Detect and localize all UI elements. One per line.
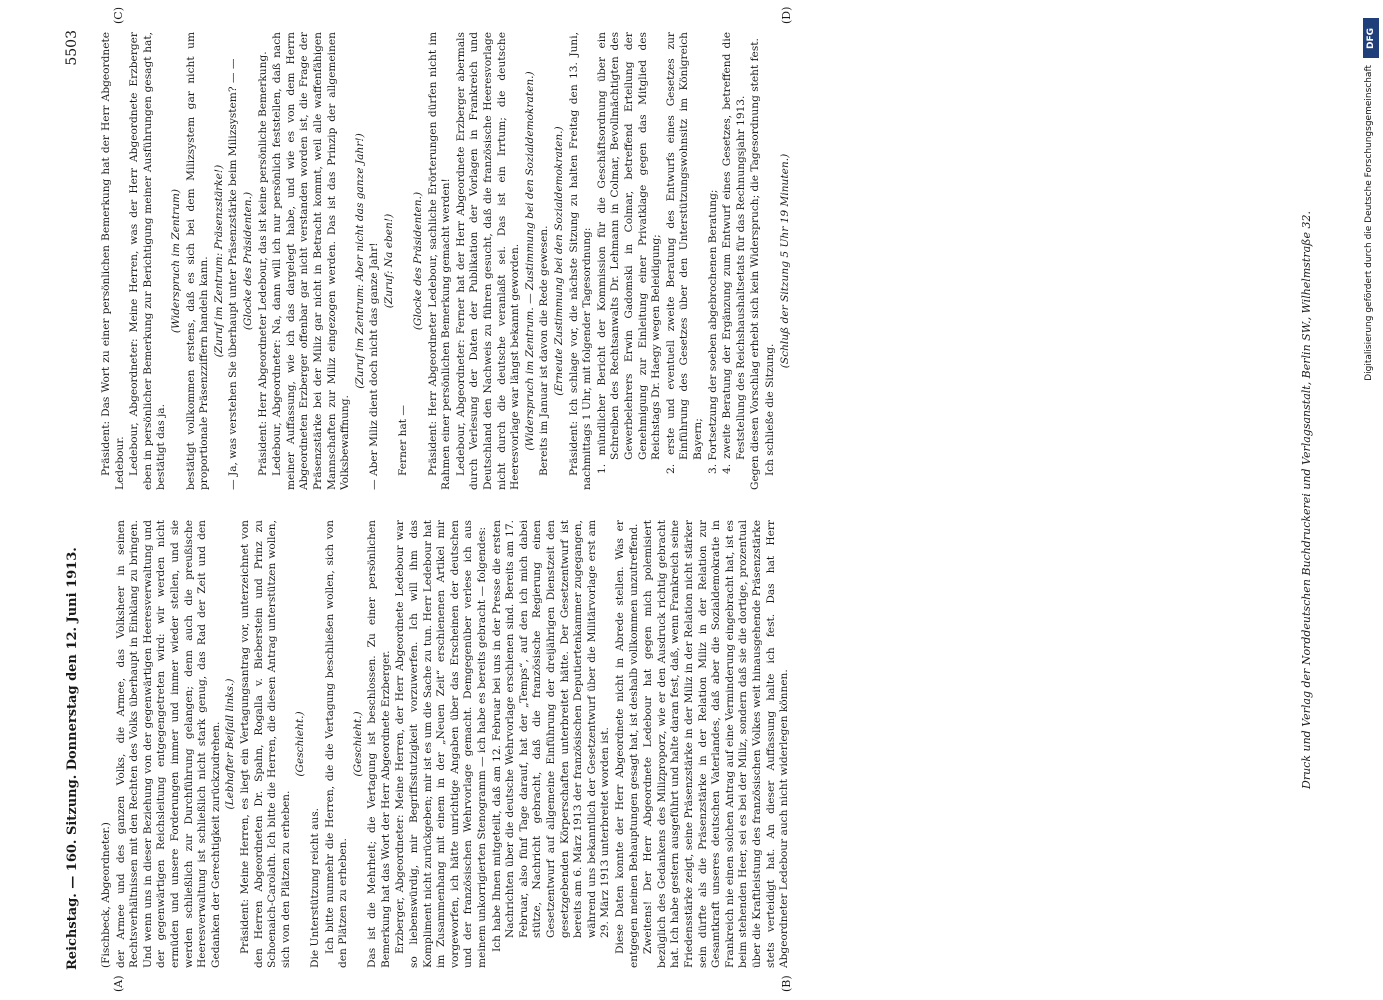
paragraph: (Zuruf im Zentrum: Aber nicht das ganze Jahr!) (353, 133, 366, 389)
document-page (60, 0, 1330, 1000)
paragraph: (Fischbeck, Abgeordneter.) (100, 822, 112, 968)
paragraph: Zweitens! Der Herr Abgeordnete Ledebour hat gegen mich polemisiert bezüglich des Gedankens des Milizproporz, wie er den Ausdruck richtig gebracht hat. Ich habe gestern ausgeführt und halte daran fest, daß, wenn Frankreich seine Friedensstärke zeigt, seine Präsenzstärke in der Miliz in der Relation nicht stärker sein dürfte als die Präsenzstärke in der Relation Miliz in der Relation zur Gesamtkraft unseres deutschen Vaterlandes, daß aber die Sozialdemokratie in Frankreich nie einen solchen Antrag auf eine Verminderung eingebracht hat, ist es beim stehenden Heer, sei es bei der Miliz, sondern daß sie die dortige, prozentual über die Kraftleistung des französischen Volkes weit hinausgehende Präsenzstärke stets verteidigt hat. An dieser Auffassung halte ich fest. Das hat Herr Abgeordneter Ledebour auch nicht widerlegen können. (642, 520, 791, 968)
paragraph: (Zuruf im Zentrum: Präsenzstärke!) (212, 164, 225, 358)
printer-footer: Druck und Verlag der Norddeutschen Buchdruckerei und Verlagsanstalt, Berlin SW., Wilhelmstraße 32. (1300, 211, 1313, 789)
page-header (66, 30, 86, 970)
paragraph: (Geschieht.) (351, 711, 364, 777)
paragraph: Ferner hat — (397, 405, 410, 476)
paragraph: bestätigt vollkommen erstens, daß es sich bei dem Milizsystem gar nicht um proportionale Präsenzziffern handeln kann. (184, 32, 211, 490)
digitization-credit: Digitalisierung gefördert durch die Deutsche Forschungsgemeinschaft (1364, 65, 1374, 381)
paragraph: Ledebour, Abgeordneter: Meine Herren, was der Herr Abgeordnete Erzberger eben in persönlicher Bemerkung zur Berichtigung meiner Ausführungen gesagt hat, bestätigt das ja. (128, 32, 168, 490)
paragraph: Ledebour, Abgeordneter: Ferner hat der Herr Abgeordnete Erzberger abermals durch Verlesung der Daten der Publikation der Vorlagen in Frankreich und Deutschland den Nachweis zu führen gesucht, daß die französische Heeresvorlage nicht durch die deutsche veranlaßt sei. Das ist ein Irrtum; die deutsche Heeresvorlage war längst bekannt geworden. (454, 32, 522, 490)
paragraph: Erzberger, Abgeordneter: Meine Herren, der Herr Abgeordnete Ledebour war so liebenswürdig, mir Begriffsstutzigkeit vorzuwerfen. Ich will ihm das Kompliment nicht zurückgeben; mir ist es um die Sache zu tun. Herr Ledebour hat im Zusammenhang mit einem in der „Neuen Zeit“ erschienenen Artikel mir vorgeworfen, ich hätte unrichtige Angaben über das Erscheinen der deutschen und der französischen Wehrvorlage gemacht. Demgegenüber verlese ich aus meinem unkorrigierten Stenogramm — ich habe es bereits gebracht — folgendes: (394, 520, 489, 968)
paragraph: (Widerspruch im Zentrum) (169, 188, 182, 334)
paragraph: — Aber Miliz dient doch nicht das ganze Jahr! (368, 242, 381, 490)
paragraph: Ich bitte nunmehr die Herren, die die Vertagung beschließen wollen, sich von den Plätzen zu erheben. (323, 520, 350, 968)
paragraph: Präsident: Herr Abgeordneter Ledebour, sachliche Erörterungen dürfen nicht im Rahmen einer persönlichen Bemerkung gemacht werden! (426, 32, 453, 490)
paragraph: 2. erste und eventuell zweite Beratung des Entwurfs eines Gesetzes zur Einführung des Gesetzes über den Unterstützungswohnsitz im Königreich Bayern; (664, 32, 704, 474)
margin-marker-d: (D) (780, 6, 793, 24)
right-text-column (100, 32, 1280, 490)
paragraph: (Schluß der Sitzung 5 Uhr 19 Minuten.) (778, 153, 791, 369)
paragraph: Präsident: Meine Herren, es liegt ein Vertagungsantrag vor, unterzeichnet von den Herren Abgeordneten Dr. Spahn, Rogalla v. Bieberstein und Prinz zu Schoenaich-Carolath. Ich bitte die Herren, die diesen Antrag unterstützen wollen, sich von den Plätzen zu erheben. (238, 520, 292, 968)
paragraph: — Ja, was verstehen Sie überhaupt unter Präsenzstärke beim Milizsystem? — — (227, 58, 240, 490)
paragraph: Diese Daten konnte der Herr Abgeordnete nicht in Abrede stellen. Was er entgegen meinen Behauptungen gesagt hat, ist deshalb vollkommen unzutreffend. (613, 520, 640, 968)
left-text-column (100, 520, 1280, 968)
paragraph: Das ist die Mehrheit; die Vertagung ist beschlossen. Zu einer persönlichen Bemerkung hat das Wort der Herr Abgeordnete Erzberger. (366, 520, 392, 968)
paragraph: Ich habe Ihnen mitgeteilt, daß am 12. Februar bei uns in der Presse die ersten Nachrichten über die deutsche Wehrvorlage erschienen sind. Bereits am 17. Februar, also fünf Tage darauf, hat der „Temps“, auf den ich mich dabei stütze, Nachricht gebracht, daß die französische Regierung einen Gesetzentwurf auf allgemeine Einführung der dreijährigen Dienstzeit den gesetzgebenden Körperschaften unterbreitet hätte. Der Gesetzentwurf ist bereits am 6. März 1913 der französischen Deputiertenkammer zugegangen, während uns bekanntlich der Gesetzentwurf über die Militärvorlage erst am 29. März 1913 unterbreitet worden ist. (490, 520, 612, 952)
paragraph: Gegen diesen Vorschlag erhebt sich kein Widerspruch; die Tagesordnung steht fest. (749, 38, 762, 490)
paragraph: Präsident: Ich schlage vor, die nächste Sitzung zu halten Freitag den 13. Juni, nachmittags 1 Uhr, mit folgender Tagesordnung: (567, 32, 594, 490)
paragraph: (Glocke des Präsidenten.) (241, 191, 254, 331)
margin-marker-a: (A) (112, 975, 125, 992)
margin-marker-b: (B) (780, 975, 793, 992)
paragraph: (Lebhafter Beifall links.) (224, 678, 237, 810)
dfg-logo: DFG (1363, 18, 1379, 58)
paragraph: Ledebour, Abgeordneter: Na, dann will ich nur persönlich feststellen, daß nach meiner Auffassung, wie ich das dargelegt habe, und wie es von dem Herrn Abgeordneten Erzberger offenbar gar nicht verstanden worden ist, die Frage der Präsenzstärke bei der Miliz gar nicht in Betracht kommt, weil alle waffenfähigen Mannschaften zur Miliz eingezogen werden. Das ist das Prinzip der allgemeinen Volksbewaffnung. (271, 32, 352, 490)
margin-marker-c: (C) (112, 7, 125, 24)
paragraph: Die Unterstützung reicht aus. (308, 807, 321, 968)
paragraph: Präsident: Herr Abgeordneter Ledebour, das ist keine persönliche Bemerkung. (256, 51, 269, 476)
page-number: 5503 (64, 30, 80, 66)
paragraph: Bereits im Januar ist davon die Rede gewesen. (538, 225, 551, 476)
paragraph: Präsident: Das Wort zu einer persönlichen Bemerkung hat der Herr Abgeordnete Ledebour. (100, 32, 126, 490)
paragraph: 1. mündlicher Bericht der Kommission für die Geschäftsordnung über ein Schreiben des Rechtsanwalts Dr. Lehmann in Colmar, Bevollmächtigten des Gewerbelehrers Erwin Gadomski in Colmar, betreffend Erteilung der Genehmigung zur Einleitung einer Privatklage gegen das Mitglied des Reichstags Dr. Haegy wegen Beleidigung; (595, 32, 663, 474)
paragraph: der Armee und des ganzen Volks, die Armee, das Volksheer in seinen Rechtsverhältnissen mit den Rechten des Volks überhaupt in Einklang zu bringen. Und wenn uns in dieser Beziehung von der gegenwärtigen Heeresverwaltung und der gegenwärtigen Reichsleitung entgegengetreten wird: wir werden nicht ermüden und unsere Forderungen immer und immer wieder stellen, und sie werden schließlich zur Durchführung gelangen; denn auch die preußische Heeresverwaltung ist schließlich nicht stark genug, das Rad der Zeit und den Gedanken der Gerechtigkeit zurückzudrehen. (114, 520, 222, 968)
digitization-sidebar (1360, 10, 1382, 990)
paragraph: (Zuruf: Na eben!) (382, 213, 395, 309)
paragraph: Ich schließe die Sitzung. (763, 343, 776, 476)
paragraph: (Geschieht.) (294, 711, 307, 777)
paragraph: 3. Fortsetzung der soeben abgebrochenen Beratung; (706, 189, 719, 474)
paragraph: (Widerspruch im Zentrum. — Zustimmung bei den Sozialdemokraten.) (523, 71, 536, 451)
paragraph: (Glocke des Präsidenten.) (412, 191, 425, 331)
running-head: Reichstag. — 160. Sitzung. Donnerstag den 12. Juni 1913. (65, 547, 80, 970)
paragraph: 4. zweite Beratung der Ergänzung zum Entwurf eines Gesetzes, betreffend die Feststellung des Reichshaushaltsetats für das Rechnungsjahr 1913. (721, 32, 747, 474)
paragraph: (Erneute Zustimmung bei den Sozialdemokraten.) (553, 126, 565, 396)
